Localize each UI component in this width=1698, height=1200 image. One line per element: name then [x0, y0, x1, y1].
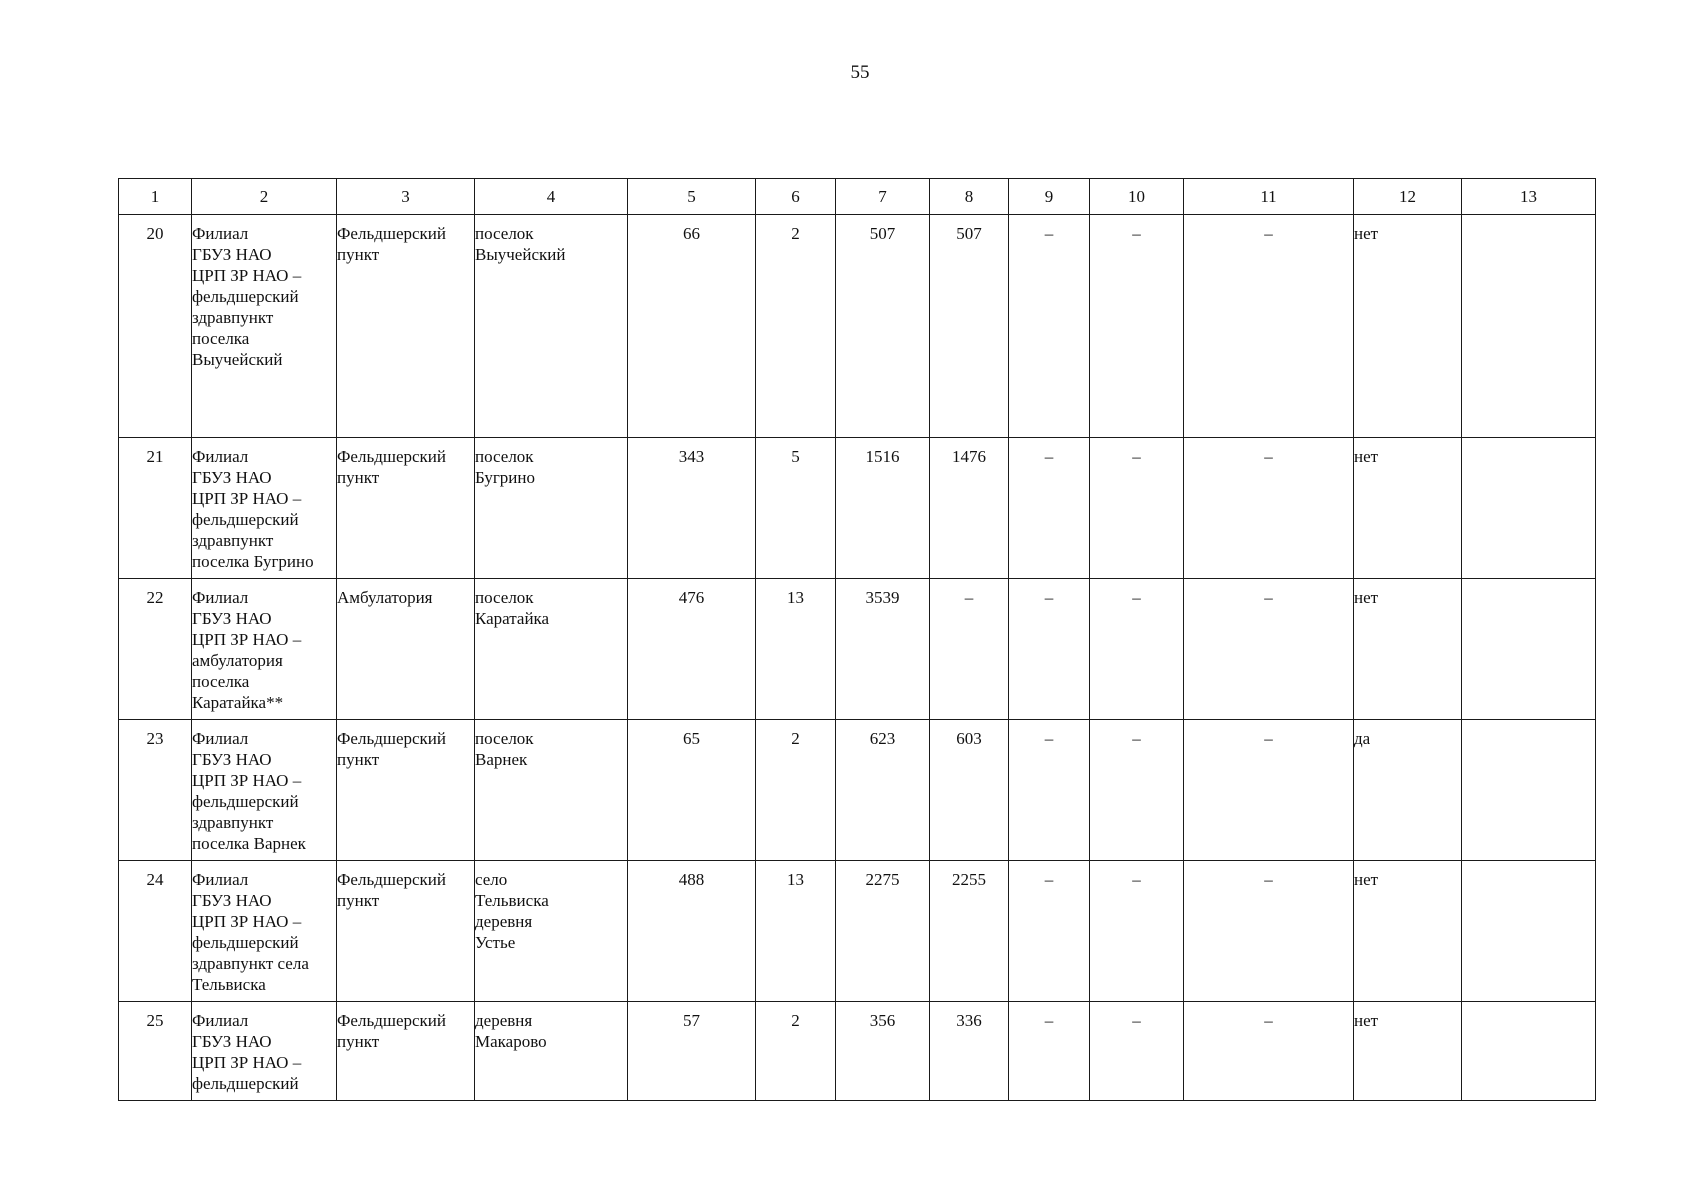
cell-col7: 1516 [836, 438, 930, 579]
table-row [119, 720, 1596, 861]
cell-col6: 13 [756, 579, 836, 720]
column-header: 9 [1009, 179, 1090, 215]
table-row [119, 1002, 1596, 1101]
facility-type: Фельдшерский пункт [337, 438, 475, 579]
cell-col10: – [1090, 438, 1184, 579]
column-header: 6 [756, 179, 836, 215]
cell-col8: 603 [930, 720, 1009, 861]
header-row [119, 179, 1596, 215]
table-row [119, 215, 1596, 438]
facility-type: Фельдшерский пункт [337, 215, 475, 438]
settlement: село Тельвиска деревня Устье [475, 861, 628, 1002]
cell-col7: 623 [836, 720, 930, 861]
settlement: поселок Варнек [475, 720, 628, 861]
row-number: 23 [119, 720, 192, 861]
cell-col12: нет [1354, 579, 1462, 720]
cell-col8: – [930, 579, 1009, 720]
cell-col13 [1462, 1002, 1596, 1101]
column-header: 3 [337, 179, 475, 215]
row-number: 21 [119, 438, 192, 579]
cell-col5: 57 [628, 1002, 756, 1101]
cell-col12: нет [1354, 1002, 1462, 1101]
row-number: 20 [119, 215, 192, 438]
column-header: 1 [119, 179, 192, 215]
cell-col5: 65 [628, 720, 756, 861]
column-header: 13 [1462, 179, 1596, 215]
cell-col11: – [1184, 215, 1354, 438]
cell-col5: 476 [628, 579, 756, 720]
cell-col8: 2255 [930, 861, 1009, 1002]
settlement: поселок Выучейский [475, 215, 628, 438]
facility-name: Филиал ГБУЗ НАО ЦРП ЗР НАО – фельдшерский здравпункт поселка Бугрино [192, 438, 337, 579]
cell-col9: – [1009, 720, 1090, 861]
cell-col13 [1462, 861, 1596, 1002]
cell-col13 [1462, 438, 1596, 579]
column-header: 8 [930, 179, 1009, 215]
cell-col12: нет [1354, 861, 1462, 1002]
facility-type: Фельдшерский пункт [337, 1002, 475, 1101]
column-header: 2 [192, 179, 337, 215]
column-header: 10 [1090, 179, 1184, 215]
cell-col10: – [1090, 579, 1184, 720]
cell-col12: нет [1354, 438, 1462, 579]
cell-col13 [1462, 720, 1596, 861]
settlement: деревня Макарово [475, 1002, 628, 1101]
cell-col5: 66 [628, 215, 756, 438]
cell-col6: 2 [756, 720, 836, 861]
table-row [119, 438, 1596, 579]
cell-col9: – [1009, 215, 1090, 438]
facilities-table [118, 178, 1596, 1101]
cell-col7: 3539 [836, 579, 930, 720]
cell-col9: – [1009, 579, 1090, 720]
cell-col11: – [1184, 720, 1354, 861]
facility-type: Фельдшерский пункт [337, 861, 475, 1002]
cell-col13 [1462, 215, 1596, 438]
cell-col8: 1476 [930, 438, 1009, 579]
column-header: 5 [628, 179, 756, 215]
facility-name: Филиал ГБУЗ НАО ЦРП ЗР НАО – фельдшерский [192, 1002, 337, 1101]
cell-col10: – [1090, 720, 1184, 861]
cell-col5: 488 [628, 861, 756, 1002]
column-header: 4 [475, 179, 628, 215]
cell-col11: – [1184, 579, 1354, 720]
cell-col6: 13 [756, 861, 836, 1002]
cell-col9: – [1009, 438, 1090, 579]
cell-col7: 507 [836, 215, 930, 438]
cell-col11: – [1184, 438, 1354, 579]
cell-col7: 2275 [836, 861, 930, 1002]
facility-name: Филиал ГБУЗ НАО ЦРП ЗР НАО – фельдшерский здравпункт поселка Выучейский [192, 215, 337, 438]
cell-col9: – [1009, 861, 1090, 1002]
cell-col6: 2 [756, 215, 836, 438]
cell-col11: – [1184, 1002, 1354, 1101]
row-number: 22 [119, 579, 192, 720]
facility-type: Амбулатория [337, 579, 475, 720]
table-row [119, 861, 1596, 1002]
cell-col7: 356 [836, 1002, 930, 1101]
cell-col10: – [1090, 1002, 1184, 1101]
cell-col5: 343 [628, 438, 756, 579]
row-number: 24 [119, 861, 192, 1002]
cell-col8: 507 [930, 215, 1009, 438]
settlement: поселок Каратайка [475, 579, 628, 720]
cell-col10: – [1090, 861, 1184, 1002]
facility-type: Фельдшерский пункт [337, 720, 475, 861]
cell-col8: 336 [930, 1002, 1009, 1101]
cell-col12: да [1354, 720, 1462, 861]
cell-col9: – [1009, 1002, 1090, 1101]
page-number: 55 [850, 62, 870, 83]
column-header: 12 [1354, 179, 1462, 215]
column-header: 7 [836, 179, 930, 215]
cell-col11: – [1184, 861, 1354, 1002]
facility-name: Филиал ГБУЗ НАО ЦРП ЗР НАО – амбулатория поселка Каратайка** [192, 579, 337, 720]
cell-col6: 2 [756, 1002, 836, 1101]
facility-name: Филиал ГБУЗ НАО ЦРП ЗР НАО – фельдшерский здравпункт села Тельвиска [192, 861, 337, 1002]
row-number: 25 [119, 1002, 192, 1101]
facility-name: Филиал ГБУЗ НАО ЦРП ЗР НАО – фельдшерский здравпункт поселка Варнек [192, 720, 337, 861]
settlement: поселок Бугрино [475, 438, 628, 579]
cell-col6: 5 [756, 438, 836, 579]
cell-col13 [1462, 579, 1596, 720]
cell-col10: – [1090, 215, 1184, 438]
table-row [119, 579, 1596, 720]
column-header: 11 [1184, 179, 1354, 215]
cell-col12: нет [1354, 215, 1462, 438]
